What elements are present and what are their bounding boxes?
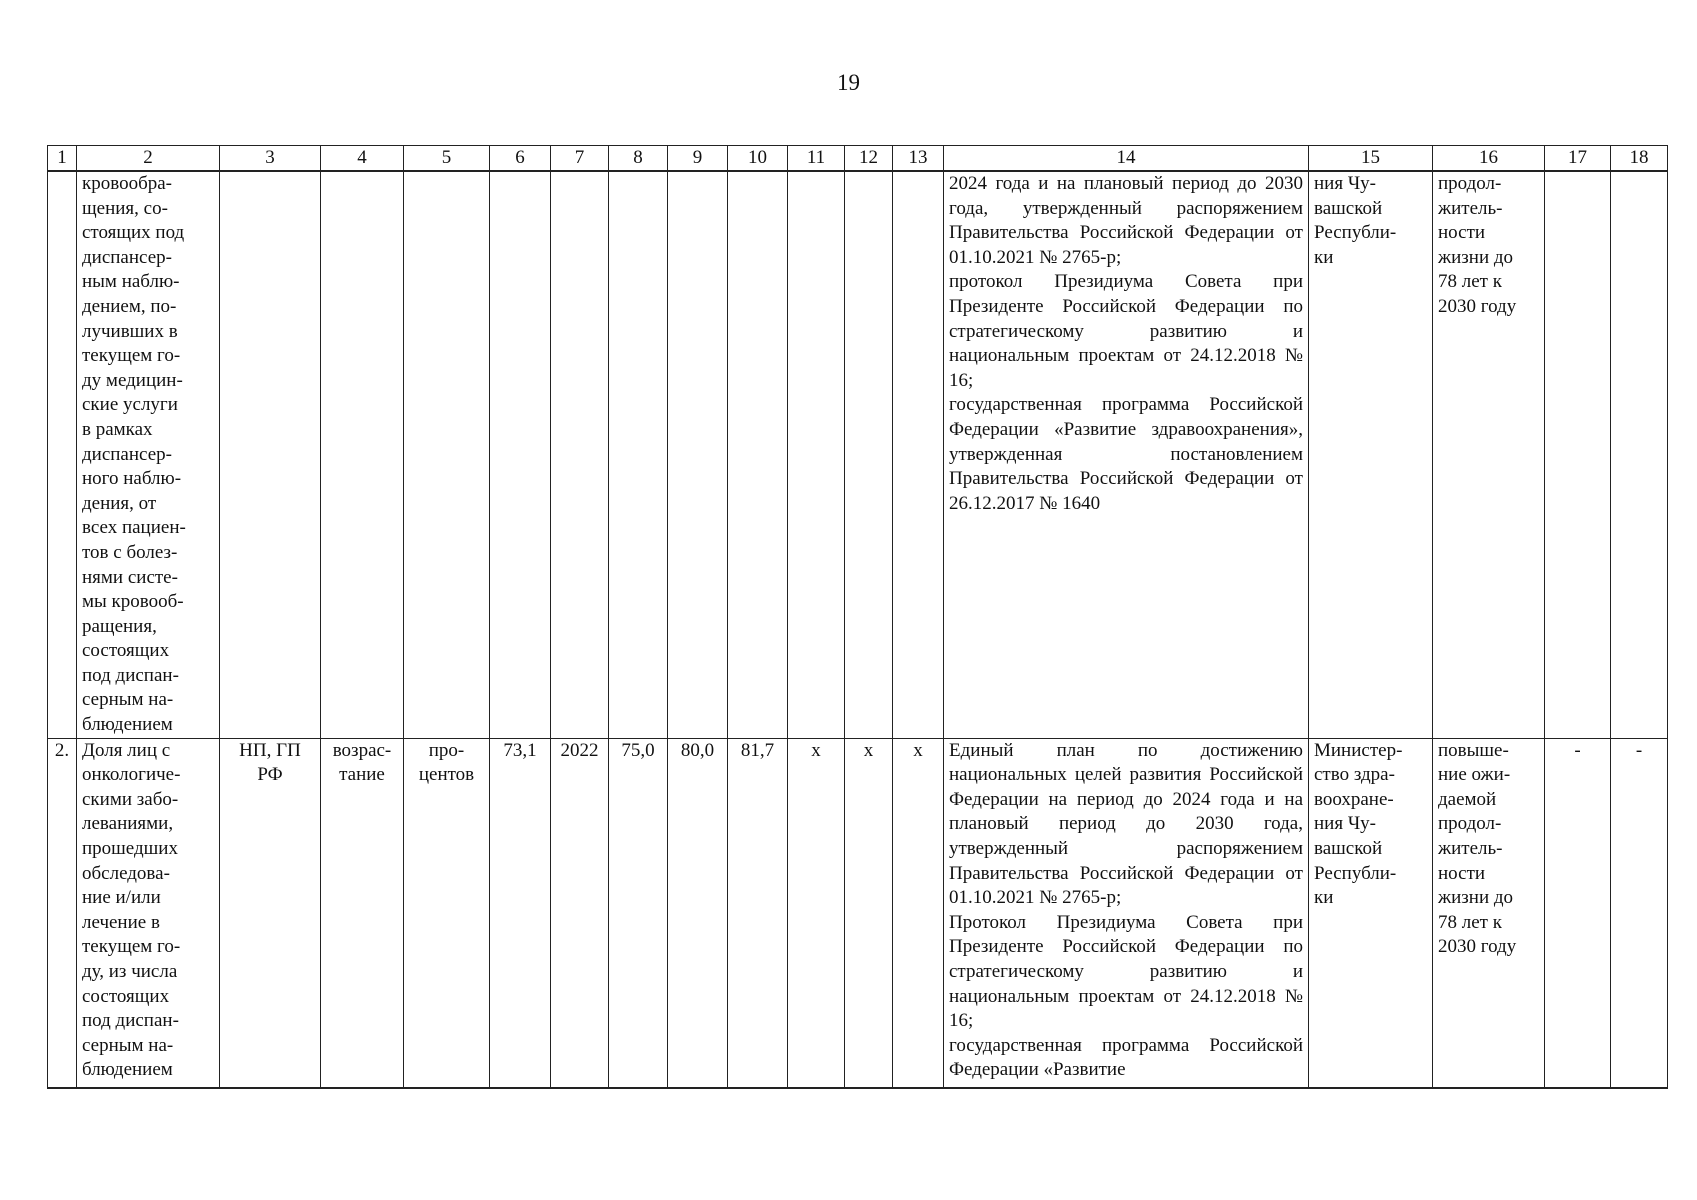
table-cell [728,171,788,738]
indicator-name-cell: Доля лиц с онкологиче- скими забо- леваниями, прошедших обследова- ние и/или лечение в текущем го- ду, из числа состоящих под диспан- серным на- блюдением [77,738,220,1088]
table-cell [788,171,845,738]
table-cell [551,171,609,738]
column-number: 15 [1309,146,1433,172]
value-cell: х [788,738,845,1088]
table-row [48,738,1668,1088]
table-row [48,171,1668,738]
value-cell: 81,7 [728,738,788,1088]
column-number: 1 [48,146,77,172]
basis-document-cell: Единый план по достижению национальных целей развития Российской Федерации на период до 2024 года и на плановый период до 2030 года, утвержденный распоряжением Правительства Российской Федерации от 01.10.2021 № 2765-р; Протокол Президиума Совета при Президенте Российской Федерации по стратегическому развитию и национальным проектам от 24.12.2018 № 16; государственная программа Российской Федерации «Развитие [944,738,1309,1088]
trend-cell: возрас- тание [321,738,404,1088]
table-cell [609,171,668,738]
column-number: 10 [728,146,788,172]
table-cell [404,171,490,738]
table-header-row [48,146,1668,172]
dash-cell: - [1545,738,1611,1088]
value-cell: х [845,738,893,1088]
column-number: 9 [668,146,728,172]
row-number-cell: 2. [48,738,77,1088]
base-value-cell: 73,1 [490,738,551,1088]
column-number: 5 [404,146,490,172]
column-number: 2 [77,146,220,172]
goal-link-cell: повыше- ние ожи- даемой продол- житель- ности жизни до 78 лет к 2030 году [1433,738,1545,1088]
column-number: 14 [944,146,1309,172]
value-cell: х [893,738,944,1088]
column-number: 18 [1611,146,1668,172]
table-cell [1545,171,1611,738]
table-cell [321,171,404,738]
indicator-name-cell: кровообра- щения, со- стоящих под диспансер- ным наблю- дением, по- лучивших в текущем го- ду медицин- ские услуги в рамках диспансер- ного наблю- дения, от всех пациен- тов с болез- нями систе- мы кровооб- ращения, состоящих под диспан- серным на- блюдением [77,171,220,738]
column-number: 12 [845,146,893,172]
column-number: 3 [220,146,321,172]
responsible-body-cell: Министер- ство здра- воохране- ния Чу- вашской Республи- ки [1309,738,1433,1088]
unit-cell: про- центов [404,738,490,1088]
column-number: 17 [1545,146,1611,172]
table-cell [893,171,944,738]
column-number: 16 [1433,146,1545,172]
table-cell [490,171,551,738]
table-cell [1611,171,1668,738]
value-cell: 80,0 [668,738,728,1088]
dash-cell: - [1611,738,1668,1088]
column-number: 4 [321,146,404,172]
value-cell: 75,0 [609,738,668,1088]
table-cell [668,171,728,738]
basis-document-cell: 2024 года и на плановый период до 2030 года, утвержденный распоряжением Правительства Российской Федерации от 01.10.2021 № 2765-р; протокол Президиума Совета при Президенте Российской Федерации по стратегическому развитию и национальным проектам от 24.12.2018 № 16; государственная программа Российской Федерации «Развитие здравоохранения», утвержденная постановлением Правительства Российской Федерации от 26.12.2017 № 1640 [944,171,1309,738]
column-number: 11 [788,146,845,172]
goal-link-cell: продол- житель- ности жизни до 78 лет к 2030 году [1433,171,1545,738]
base-year-cell: 2022 [551,738,609,1088]
responsible-body-cell: ния Чу- вашской Республи- ки [1309,171,1433,738]
column-number: 13 [893,146,944,172]
page-number: 19 [837,70,860,95]
column-number: 6 [490,146,551,172]
table-cell [220,171,321,738]
indicators-table [47,145,1668,1089]
indicator-type-cell: НП, ГП РФ [220,738,321,1088]
row-number-cell [48,171,77,738]
column-number: 7 [551,146,609,172]
table-cell [845,171,893,738]
column-number: 8 [609,146,668,172]
